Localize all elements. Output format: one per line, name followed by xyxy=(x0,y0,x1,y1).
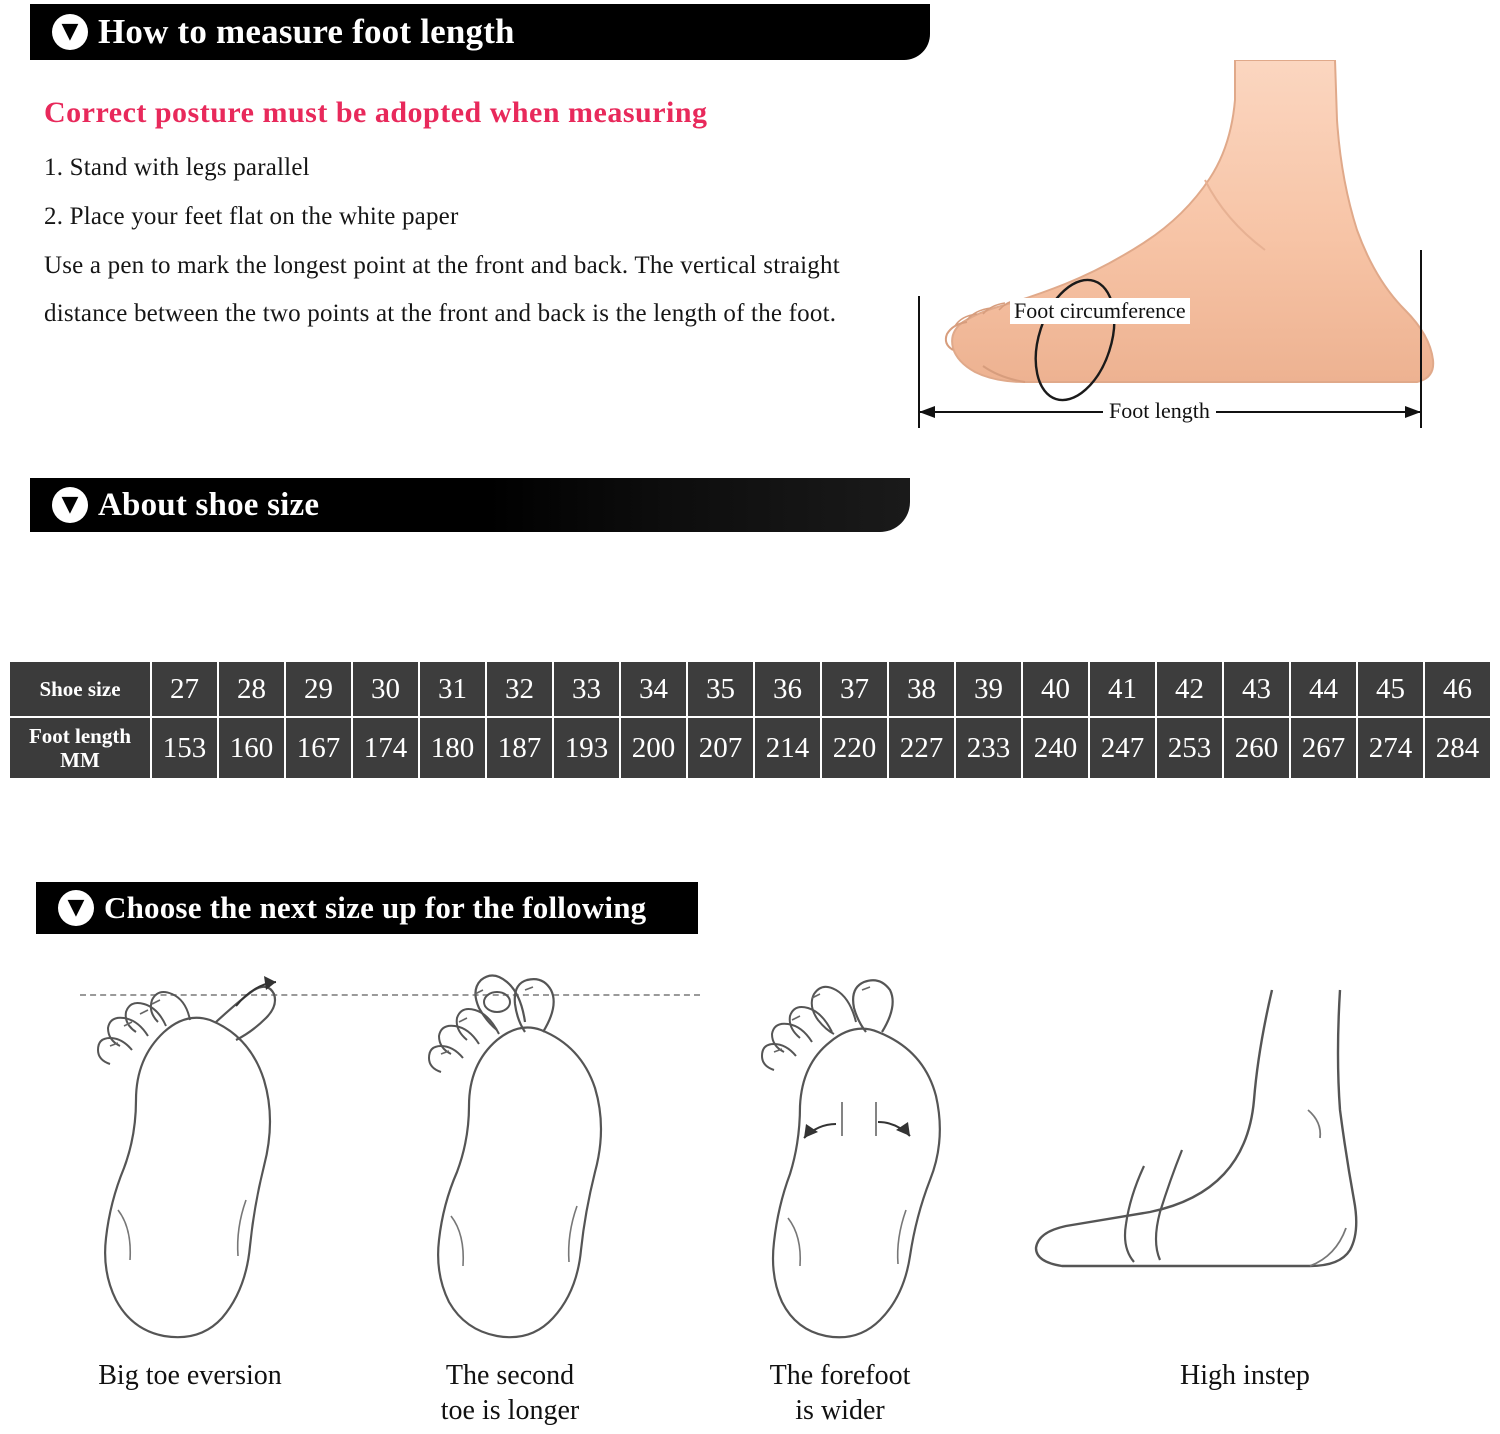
cell-shoe-size: 31 xyxy=(419,661,486,717)
cell-shoe-size: 39 xyxy=(955,661,1022,717)
caption-line-2: is wider xyxy=(795,1395,885,1426)
chevron-down-icon: ▼ xyxy=(58,890,94,926)
cell-foot-length: 220 xyxy=(821,717,888,779)
illustration-second-toe-longer xyxy=(375,960,715,1360)
cell-foot-length: 214 xyxy=(754,717,821,779)
caption-line-2: toe is longer xyxy=(440,1395,580,1426)
caption-line-1: The second xyxy=(445,1360,575,1391)
cell-foot-length: 187 xyxy=(486,717,553,779)
measure-instructions xyxy=(44,96,884,339)
row-header-line2: MM xyxy=(60,748,100,773)
banner-title: How to measure foot length xyxy=(98,12,515,51)
cell-foot-length: 160 xyxy=(218,717,285,779)
cell-foot-length: 207 xyxy=(687,717,754,779)
instructions-headline: Correct posture must be adopted when measuring xyxy=(44,96,708,129)
cell-shoe-size: 28 xyxy=(218,661,285,717)
row-header-shoe-size: Shoe size xyxy=(9,661,151,717)
cell-shoe-size: 34 xyxy=(620,661,687,717)
cell-foot-length: 274 xyxy=(1357,717,1424,779)
cell-shoe-size: 38 xyxy=(888,661,955,717)
banner-about-shoe-size xyxy=(30,478,910,532)
cell-foot-length: 247 xyxy=(1089,717,1156,779)
banner-choose-next-size xyxy=(36,882,698,934)
foot-side-illustration xyxy=(905,60,1465,450)
cell-foot-length: 240 xyxy=(1022,717,1089,779)
cell-shoe-size: 29 xyxy=(285,661,352,717)
cell-foot-length: 193 xyxy=(553,717,620,779)
table-row xyxy=(9,717,1491,779)
cell-foot-length: 253 xyxy=(1156,717,1223,779)
cell-foot-length: 174 xyxy=(352,717,419,779)
cell-shoe-size: 43 xyxy=(1223,661,1290,717)
shoe-size-table xyxy=(8,660,1492,780)
cell-shoe-size: 30 xyxy=(352,661,419,717)
chevron-down-icon: ▼ xyxy=(52,487,88,523)
caption-line-1: The forefoot xyxy=(769,1360,911,1391)
banner-title: Choose the next size up for the following xyxy=(104,890,647,925)
foot-condition-illustrations xyxy=(0,960,1500,1380)
instruction-step-1: 1. Stand with legs parallel xyxy=(44,154,310,181)
label-foot-length: Foot length xyxy=(1103,398,1216,424)
illustration-forefoot-wider xyxy=(700,960,1040,1360)
instruction-paragraph: Use a pen to mark the longest point at the front and back. The vertical straight distance between the two points at the front and back is the length of the foot. xyxy=(44,251,840,328)
cell-shoe-size: 35 xyxy=(687,661,754,717)
table-row xyxy=(9,661,1491,717)
cell-foot-length: 260 xyxy=(1223,717,1290,779)
instruction-step-2: 2. Place your feet flat on the white paper xyxy=(44,202,459,230)
caption-high-instep xyxy=(1065,1358,1425,1393)
cell-shoe-size: 46 xyxy=(1424,661,1491,717)
cell-foot-length: 200 xyxy=(620,717,687,779)
cell-foot-length: 167 xyxy=(285,717,352,779)
foot-measurement-diagram xyxy=(905,60,1465,450)
cell-foot-length: 227 xyxy=(888,717,955,779)
caption-line-1: High instep xyxy=(1180,1360,1310,1391)
banner-how-to-measure xyxy=(30,4,930,60)
cell-foot-length: 180 xyxy=(419,717,486,779)
cell-shoe-size: 27 xyxy=(151,661,218,717)
caption-forefoot-wider xyxy=(660,1358,1020,1428)
cell-shoe-size: 44 xyxy=(1290,661,1357,717)
illustration-high-instep xyxy=(1010,960,1350,1360)
caption-line-1: Big toe eversion xyxy=(98,1360,282,1391)
cell-foot-length: 284 xyxy=(1424,717,1491,779)
cell-shoe-size: 45 xyxy=(1357,661,1424,717)
cell-foot-length: 267 xyxy=(1290,717,1357,779)
cell-foot-length: 153 xyxy=(151,717,218,779)
row-header-line1: Foot length xyxy=(28,724,132,748)
banner-title: About shoe size xyxy=(98,486,320,523)
caption-second-toe-longer xyxy=(330,1358,690,1428)
chevron-down-icon: ▼ xyxy=(52,14,88,50)
row-header-foot-length-mm xyxy=(9,717,151,779)
cell-shoe-size: 33 xyxy=(553,661,620,717)
cell-shoe-size: 40 xyxy=(1022,661,1089,717)
cell-shoe-size: 41 xyxy=(1089,661,1156,717)
cell-shoe-size: 32 xyxy=(486,661,553,717)
cell-foot-length: 233 xyxy=(955,717,1022,779)
illustration-big-toe-eversion xyxy=(40,960,380,1360)
label-foot-circumference: Foot circumference xyxy=(1010,298,1190,324)
caption-big-toe-eversion xyxy=(10,1358,370,1393)
cell-shoe-size: 37 xyxy=(821,661,888,717)
cell-shoe-size: 36 xyxy=(754,661,821,717)
cell-shoe-size: 42 xyxy=(1156,661,1223,717)
